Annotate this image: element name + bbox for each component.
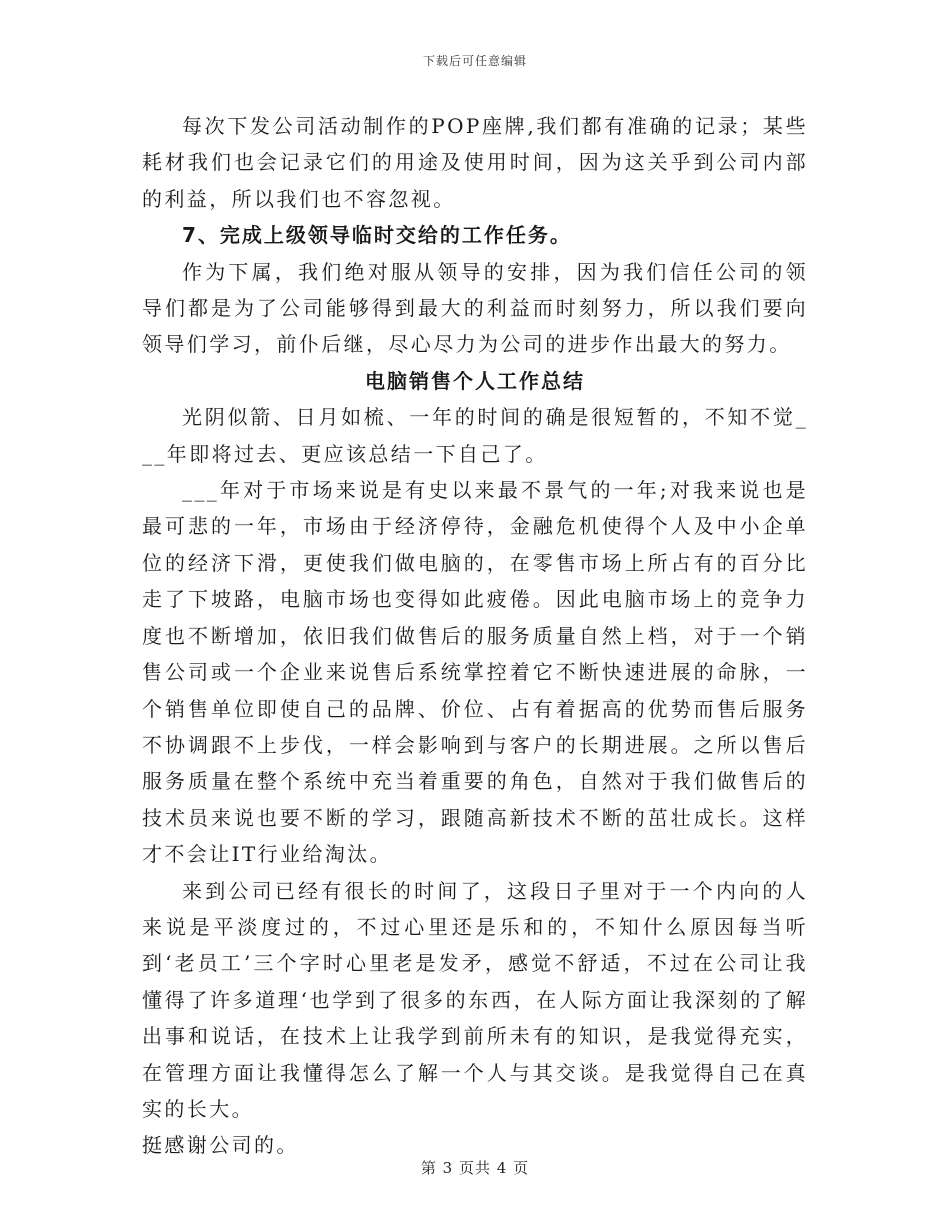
paragraph-thanks: 挺感谢公司的。 bbox=[142, 1133, 299, 1158]
page-number: 第 3 页共 4 页 bbox=[420, 1159, 530, 1177]
paragraph-market-review: ___年对于市场来说是有史以来最不景气的一年;对我来说也是最可悲的一年，市场由于经济停待，金融危机使得个人及中小企单位的经济下滑，更使我们做电脑的，在零售市场上所占有的百分比走了下坡路，电脑市场也变得如此疲倦。因此电脑市场上的竞争力度也不断增加，依旧我们做售后的服务质量自然上档，对于一个销售公司或一个企业来说售后系统掌控着它不断快速进展的命脉，一个销售单位即使自己的品牌、价位、占有着据高的优势而售后服务不协调跟不上步伐，一样会影响到与客户的长期进展。之所以售后服务质量在整个系统中充当着重要的角色，自然对于我们做售后的技术员来说也要不断的学习，跟随高新技术不断的茁壮成长。这样才不会让IT行业给淘汰。 bbox=[142, 478, 808, 867]
paragraph-company-experience: 来到公司已经有很长的时间了，这段日子里对于一个内向的人来说是平淡度过的，不过心里还是乐和的，不知什么原因每当听到‘老员工’三个字时心里老是发矛，感觉不舒适，不过在公司让我懂得了许多道理‘也学到了很多的东西，在人际方面让我深刻的了解出事和说话，在技术上让我学到前所未有的知识，是我觉得充实，在管理方面让我懂得怎么了解一个人与其交谈。是我觉得自己在真实的长大。 bbox=[142, 878, 808, 1121]
paragraph-time-flies: 光阴似箭、日月如梳、一年的时间的确是很短暂的，不知不觉___年即将过去、更应该总结一下自己了。 bbox=[142, 405, 808, 466]
document-body bbox=[142, 108, 808, 1164]
document-title: 电脑销售个人工作总结 bbox=[365, 368, 585, 393]
page-header: 下载后可任意编辑 bbox=[422, 54, 527, 68]
paragraph-pop-records: 每次下发公司活动制作的POP座牌,我们都有准确的记录；某些耗材我们也会记录它们的用途及使用时间，因为这关乎到公司内部的利益，所以我们也不容忽视。 bbox=[142, 114, 808, 211]
section-heading-7: 7、完成上级领导临时交给的工作任务。 bbox=[182, 223, 572, 248]
paragraph-obey-leaders: 作为下属，我们绝对服从领导的安排，因为我们信任公司的领导们都是为了公司能够得到最大的利益而时刻努力，所以我们要向领导们学习，前仆后继，尽心尽力为公司的进步作出最大的努力。 bbox=[142, 259, 808, 357]
